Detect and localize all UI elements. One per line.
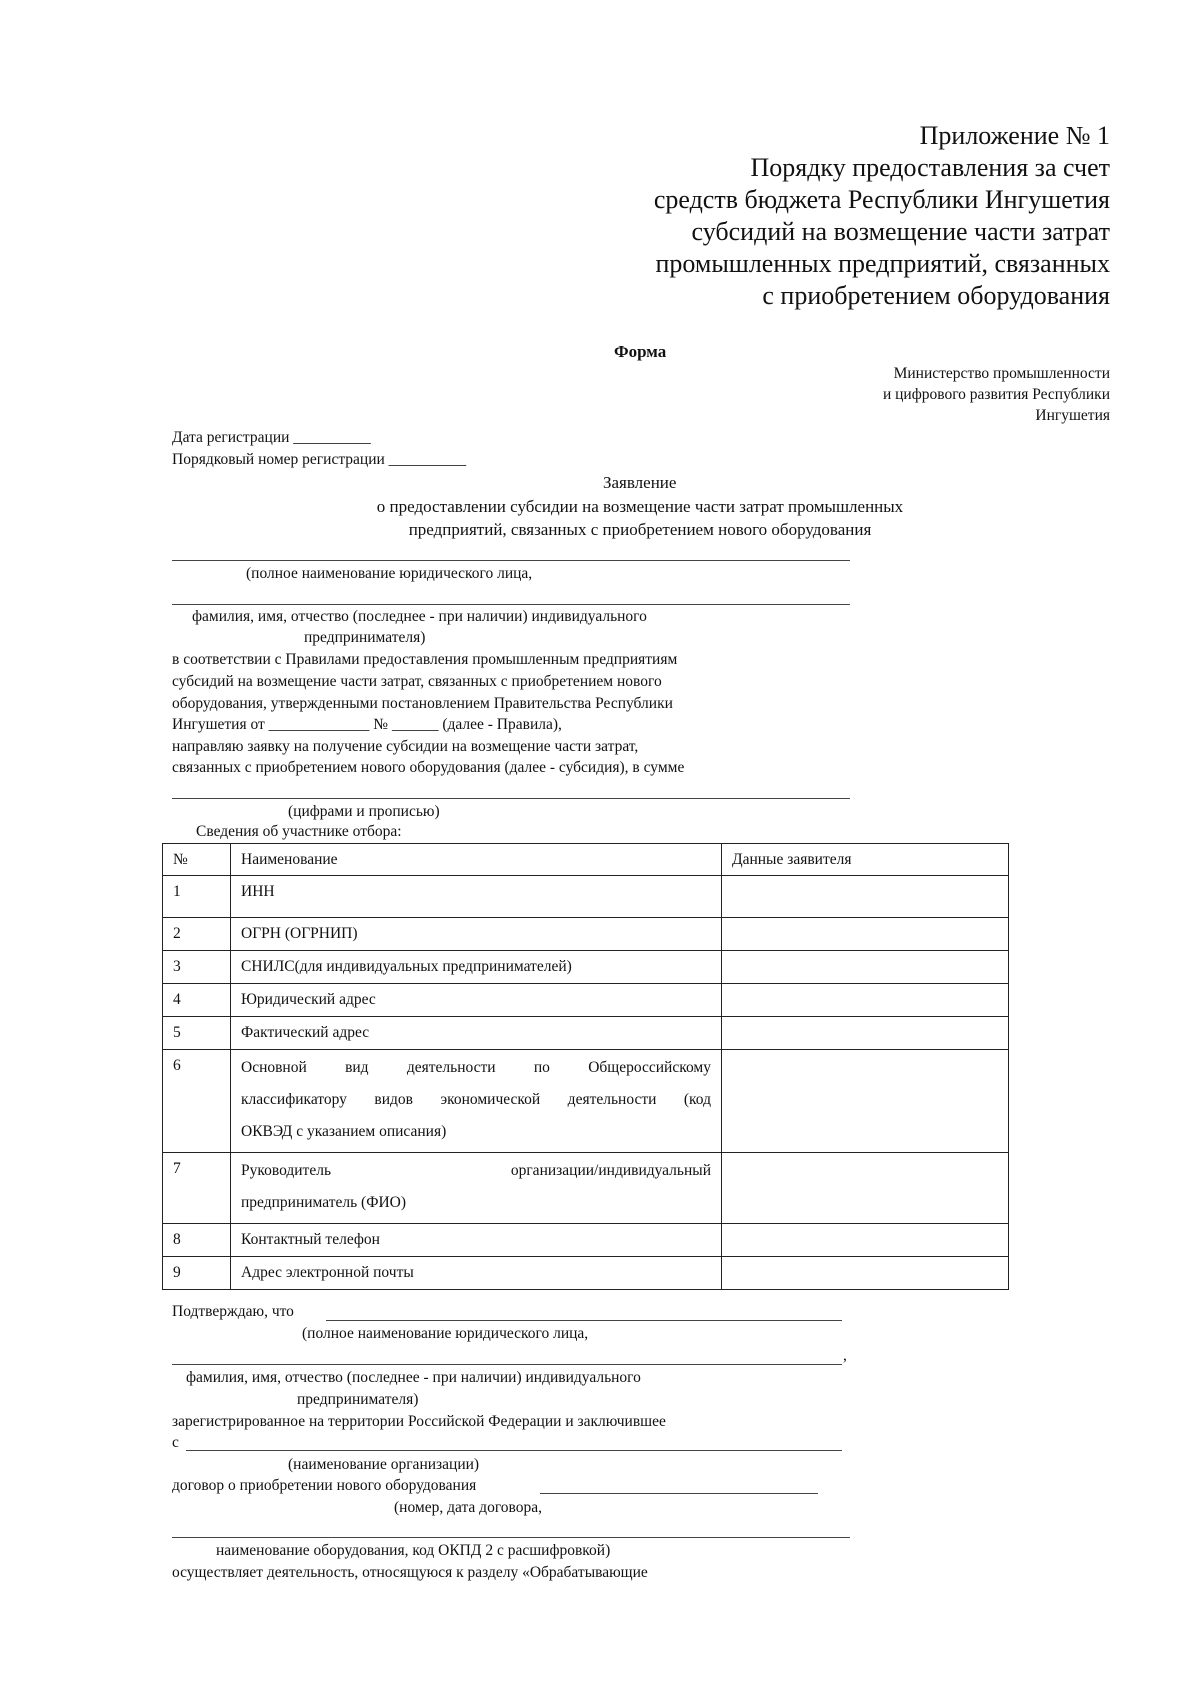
registration-number: Порядковый номер регистрации __________ — [172, 451, 467, 468]
applicant-name-blank — [172, 604, 850, 605]
table-caption: Сведения об участнике отбора: — [196, 823, 402, 840]
body-line: связанных с приобретением нового оборудования (далее - субсидия), в сумме — [172, 759, 685, 776]
applicant-name-blank — [172, 560, 850, 561]
row-value[interactable] — [722, 1050, 1009, 1153]
row-num: 3 — [163, 951, 231, 984]
confirm-with: с — [172, 1434, 179, 1451]
activity-line: осуществляет деятельность, относящуюся к разделу «Обрабатывающие — [172, 1564, 648, 1581]
organization-blank — [186, 1450, 842, 1451]
recipient-line: Ингушетия — [1035, 407, 1110, 424]
row-name: Адрес электронной почты — [231, 1257, 722, 1290]
row-value[interactable] — [722, 984, 1009, 1017]
table-header-row — [163, 844, 1009, 876]
header-num: № — [163, 844, 231, 876]
statement-subtitle: предприятий, связанных с приобретением нового оборудования — [408, 520, 872, 539]
table-row — [163, 951, 1009, 984]
applicant-hint: предпринимателя) — [304, 629, 426, 646]
row-value[interactable] — [722, 876, 1009, 918]
appendix-line: субсидий на возмещение части затрат — [691, 217, 1110, 246]
appendix-title: Приложение № 1 — [919, 121, 1110, 150]
row-num: 9 — [163, 1257, 231, 1290]
contract-hint: (номер, дата договора, — [394, 1499, 543, 1516]
table-row — [163, 1017, 1009, 1050]
row-num: 2 — [163, 918, 231, 951]
confirm-hint: (полное наименование юридического лица, — [302, 1325, 589, 1342]
table-row — [163, 1050, 1009, 1153]
row-value[interactable] — [722, 1224, 1009, 1257]
confirm-lead: Подтверждаю, что — [172, 1303, 294, 1320]
table-row — [163, 984, 1009, 1017]
row-name-line: предприниматель (ФИО) — [241, 1194, 407, 1211]
table-row — [163, 1224, 1009, 1257]
applicant-info-table — [162, 843, 1009, 1290]
row-name — [231, 1050, 722, 1153]
header-data: Данные заявителя — [722, 844, 1009, 876]
registration-date: Дата регистрации __________ — [172, 429, 371, 446]
header-name: Наименование — [231, 844, 722, 876]
row-num: 1 — [163, 876, 231, 918]
row-name-line: Основной вид деятельности по Общероссийскому — [241, 1059, 711, 1076]
table-row — [163, 1153, 1009, 1224]
body-line: в соответствии с Правилами предоставления промышленным предприятиям — [172, 651, 678, 668]
appendix-line: с приобретением оборудования — [762, 281, 1110, 310]
row-name: СНИЛС(для индивидуальных предпринимателей) — [231, 951, 722, 984]
form-label: Форма — [614, 342, 667, 361]
row-name: ИНН — [231, 876, 722, 918]
confirm-comma: , — [843, 1347, 847, 1364]
row-name-part: Руководитель — [241, 1162, 332, 1179]
confirm-hint: предпринимателя) — [297, 1391, 419, 1408]
confirm-name-blank — [326, 1320, 842, 1321]
row-name-line: ОКВЭД с указанием описания) — [241, 1123, 447, 1140]
appendix-line: средств бюджета Республики Ингушетия — [653, 185, 1110, 214]
amount-blank — [172, 798, 850, 799]
confirm-hint: фамилия, имя, отчество (последнее - при наличии) индивидуального — [186, 1369, 641, 1386]
applicant-hint: фамилия, имя, отчество (последнее - при наличии) индивидуального — [192, 608, 647, 625]
row-name: ОГРН (ОГРНИП) — [231, 918, 722, 951]
row-name-part: организации/индивидуальный — [510, 1162, 711, 1179]
recipient-line: Министерство промышленности — [893, 365, 1110, 382]
organization-hint: (наименование организации) — [288, 1456, 480, 1473]
equipment-blank — [172, 1537, 850, 1538]
table-row — [163, 876, 1009, 918]
row-num: 7 — [163, 1153, 231, 1224]
row-name: Юридический адрес — [231, 984, 722, 1017]
confirm-name-blank — [172, 1364, 842, 1365]
row-num: 5 — [163, 1017, 231, 1050]
row-name-line — [241, 1155, 711, 1187]
row-name: Фактический адрес — [231, 1017, 722, 1050]
body-line: субсидий на возмещение части затрат, связанных с приобретением нового — [172, 673, 662, 690]
row-value[interactable] — [722, 1017, 1009, 1050]
applicant-hint: (полное наименование юридического лица, — [246, 565, 533, 582]
row-value[interactable] — [722, 1257, 1009, 1290]
confirm-registered: зарегистрированное на территории Российской Федерации и заключившее — [172, 1413, 666, 1430]
body-line: оборудования, утвержденными постановлением Правительства Республики — [172, 695, 673, 712]
row-num: 8 — [163, 1224, 231, 1257]
row-name — [231, 1153, 722, 1224]
table-row — [163, 918, 1009, 951]
contract-blank — [540, 1493, 818, 1494]
row-num: 6 — [163, 1050, 231, 1153]
body-line: направляю заявку на получение субсидии на возмещение части затрат, — [172, 738, 639, 755]
recipient-line: и цифрового развития Республики — [882, 386, 1110, 403]
row-name-line: классификатору видов экономической деятельности (код — [241, 1091, 711, 1108]
amount-hint: (цифрами и прописью) — [288, 803, 440, 820]
appendix-line: промышленных предприятий, связанных — [655, 249, 1110, 278]
table-row — [163, 1257, 1009, 1290]
row-value[interactable] — [722, 951, 1009, 984]
statement-title: Заявление — [603, 473, 677, 492]
body-line: Ингушетия от _____________ № ______ (далее - Правила), — [172, 716, 562, 733]
row-value[interactable] — [722, 1153, 1009, 1224]
equipment-hint: наименование оборудования, код ОКПД 2 с расшифровкой) — [216, 1542, 611, 1559]
row-num: 4 — [163, 984, 231, 1017]
row-name: Контактный телефон — [231, 1224, 722, 1257]
appendix-line: Порядку предоставления за счет — [750, 153, 1110, 182]
row-value[interactable] — [722, 918, 1009, 951]
statement-subtitle: о предоставлении субсидии на возмещение части затрат промышленных — [376, 497, 904, 516]
contract-label: договор о приобретении нового оборудования — [172, 1477, 477, 1494]
